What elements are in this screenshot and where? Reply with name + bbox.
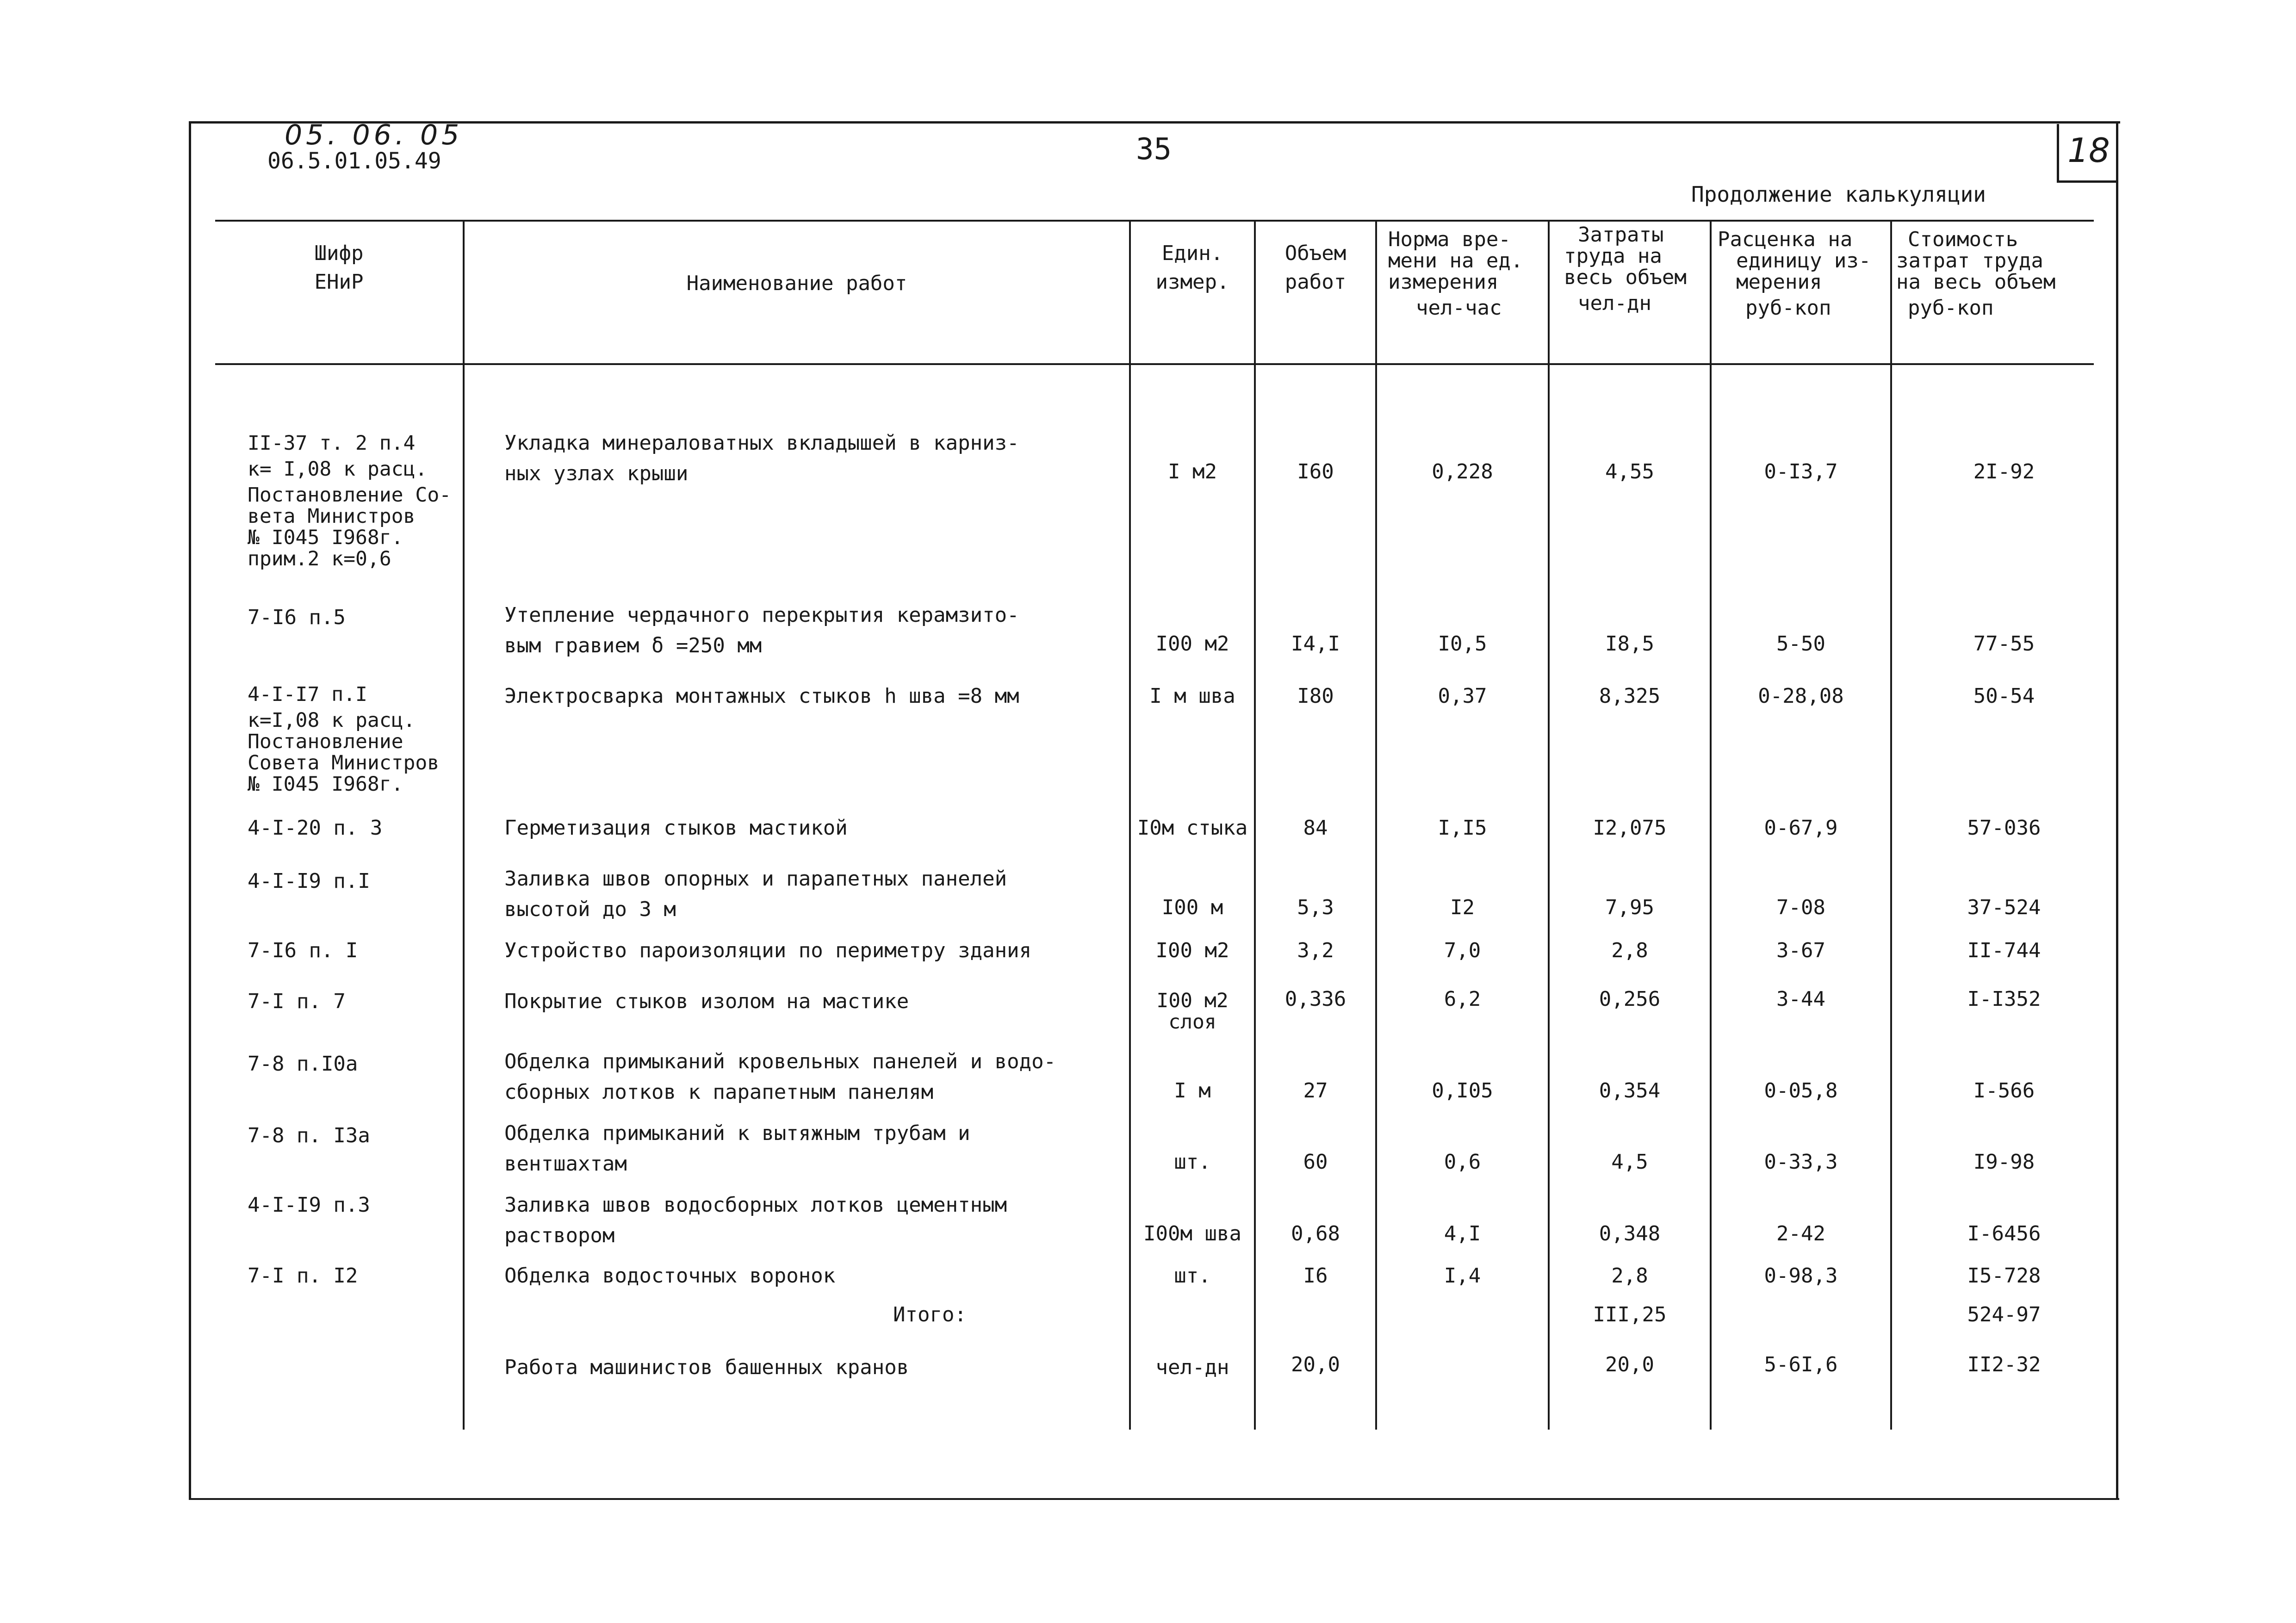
row-code: II-37 т. 2 п.4 к= I,08 к расц. Постановление Со- вета Министров № I045 I968г. прим.2 к=0,6 [248, 432, 452, 570]
row-unit: I00м шва [1143, 1222, 1241, 1245]
row-labor: 0,354 [1599, 1079, 1661, 1103]
total-cost: 524-97 [1967, 1303, 2041, 1326]
total-label: Итого: [893, 1303, 967, 1326]
row-cost: 57-036 [1967, 816, 2041, 840]
row-code: 7-I6 п. I [248, 939, 358, 962]
row-volume: I60 [1297, 460, 1334, 483]
row-volume: 84 [1303, 816, 1328, 840]
row-rate: 0-98,3 [1764, 1264, 1838, 1288]
row-rate: 2-42 [1776, 1222, 1825, 1245]
row-norm: 0,I05 [1432, 1079, 1493, 1103]
row-cost: I-566 [1973, 1079, 2035, 1103]
col-line-1 [463, 220, 465, 1430]
row-rate: 0-05,8 [1764, 1079, 1838, 1103]
row-volume: 0,68 [1291, 1222, 1340, 1245]
row-unit: I м [1174, 1079, 1211, 1103]
row-cost: 77-55 [1973, 632, 2035, 656]
frame-top-border [190, 121, 2120, 124]
row-cost: I5-728 [1967, 1264, 2041, 1288]
col-header-labor: Затраты труда на весь объем чел-дн [1564, 223, 1687, 315]
table-header-rule [215, 363, 2094, 365]
row-rate: 5-50 [1776, 632, 1825, 656]
row-rate: 3-44 [1776, 987, 1825, 1011]
row-norm: 0,6 [1444, 1150, 1481, 1174]
row-code: 7-8 п.I0а [248, 1052, 358, 1076]
col-header-norm: Норма вре- мени на ед. измерения чел-час [1388, 228, 1523, 320]
row-cost: 50-54 [1973, 684, 2035, 708]
col-header-unit: Един. измер. [1155, 242, 1229, 294]
row-volume: 27 [1303, 1079, 1328, 1103]
row-name: Обделка водосточных воронок [504, 1264, 836, 1288]
row-rate: 7-08 [1776, 896, 1825, 919]
row-volume: 0,336 [1285, 987, 1347, 1011]
row-rate: 3-67 [1776, 939, 1825, 962]
row-norm: 0,37 [1438, 684, 1487, 708]
row-rate: 0-I3,7 [1764, 460, 1838, 483]
row-volume: 3,2 [1297, 939, 1334, 962]
extra-name: Работа машинистов башенных кранов [504, 1356, 909, 1379]
row-code: 4-I-I7 п.I к=I,08 к расц. Постановление Совета Министров № I045 I968г. [248, 683, 440, 796]
row-cost: I-6456 [1967, 1222, 2041, 1245]
col-header-name: Наименование работ [686, 272, 907, 295]
row-rate: 0-28,08 [1758, 684, 1844, 708]
row-cost: 2I-92 [1973, 460, 2035, 483]
row-volume: 5,3 [1297, 896, 1334, 919]
row-code: 4-I-I9 п.I [248, 869, 370, 893]
row-labor: 2,8 [1611, 939, 1648, 962]
sheet-number: 18 [2067, 131, 2110, 170]
row-labor: 4,55 [1605, 460, 1654, 483]
row-norm: 7,0 [1444, 939, 1481, 962]
row-norm: I,I5 [1438, 816, 1487, 840]
table-top-rule [215, 220, 2094, 222]
row-name: Обделка примыканий к вытяжным трубам и вентшахтам [504, 1121, 970, 1176]
row-name: Покрытие стыков изолом на мастике [504, 990, 909, 1013]
row-code: 7-8 п. I3а [248, 1124, 370, 1147]
col-header-volume: Объем работ [1285, 242, 1347, 294]
row-labor: 8,325 [1599, 684, 1661, 708]
row-code: 7-I п. I2 [248, 1264, 358, 1288]
row-unit: I00 м2 [1155, 632, 1229, 656]
row-code: 4-I-20 п. 3 [248, 816, 383, 840]
row-labor: I2,075 [1593, 816, 1667, 840]
hand-code: 05. 06. 05 [285, 119, 463, 151]
row-norm: 0,228 [1432, 460, 1493, 483]
extra-cost: II2-32 [1967, 1353, 2041, 1376]
row-labor: 0,348 [1599, 1222, 1661, 1245]
row-labor: 2,8 [1611, 1264, 1648, 1288]
row-unit: шт. [1174, 1264, 1211, 1288]
row-name: Заливка швов опорных и парапетных панелей высотой до 3 м [504, 867, 1007, 921]
col-header-code: Шифр ЕНиР [314, 242, 364, 294]
row-cost: II-744 [1967, 939, 2041, 962]
frame-left-border [189, 121, 191, 1500]
row-norm: I0,5 [1438, 632, 1487, 656]
row-unit: шт. [1174, 1150, 1211, 1174]
row-cost: 37-524 [1967, 896, 2041, 919]
row-unit: I0м стыка [1137, 816, 1248, 840]
row-rate: 0-67,9 [1764, 816, 1838, 840]
row-name: Укладка минераловатных вкладышей в карниз- ных узлах крыши [504, 431, 1019, 485]
row-cost: I-I352 [1967, 987, 2041, 1011]
row-code: 7-I п. 7 [248, 990, 346, 1013]
row-name: Электросварка монтажных стыков h шва =8 мм [504, 684, 1019, 708]
row-unit: I00 м2 [1155, 939, 1229, 962]
row-volume: I4,I [1291, 632, 1340, 656]
row-labor: 7,95 [1605, 896, 1654, 919]
row-labor: 4,5 [1611, 1150, 1648, 1174]
row-name: Устройство пароизоляции по периметру здания [504, 939, 1032, 962]
page-number: 35 [1136, 132, 1172, 167]
row-rate: 0-33,3 [1764, 1150, 1838, 1174]
row-cost: I9-98 [1973, 1150, 2035, 1174]
continuation-label: Продолжение калькуляции [1691, 182, 1986, 207]
row-name: Заливка швов водосборных лотков цементным раствором [504, 1193, 1007, 1247]
row-name: Обделка примыканий кровельных панелей и водо- сборных лотков к парапетным панелям [504, 1050, 1056, 1104]
row-name: Герметизация стыков мастикой [504, 816, 848, 840]
row-labor: 0,256 [1599, 987, 1661, 1011]
row-volume: 60 [1303, 1150, 1328, 1174]
row-norm: 6,2 [1444, 987, 1481, 1011]
col-header-rate: Расценка на единицу из- мерения руб-коп [1718, 228, 1871, 320]
row-code: 7-I6 п.5 [248, 606, 346, 629]
row-unit: I м2 [1168, 460, 1217, 483]
extra-rate: 5-6I,6 [1764, 1353, 1838, 1376]
doc-code: 06.5.01.05.49 [267, 148, 441, 174]
row-norm: I,4 [1444, 1264, 1481, 1288]
row-code: 4-I-I9 п.3 [248, 1193, 370, 1217]
row-unit: I м шва [1149, 684, 1235, 708]
row-name: Утепление чердачного перекрытия керамзито- вым гравием δ =250 мм [504, 603, 1019, 657]
row-norm: I2 [1450, 896, 1475, 919]
frame-bottom-border [189, 1498, 2119, 1500]
row-volume: I6 [1303, 1264, 1328, 1288]
total-labor: III,25 [1593, 1303, 1667, 1326]
extra-labor: 20,0 [1605, 1353, 1654, 1376]
row-volume: I80 [1297, 684, 1334, 708]
extra-unit: чел-дн [1155, 1356, 1229, 1379]
extra-volume: 20,0 [1291, 1353, 1340, 1376]
row-labor: I8,5 [1605, 632, 1654, 656]
row-norm: 4,I [1444, 1222, 1481, 1245]
col-header-cost: Стоимость затрат труда на весь объем руб-коп [1896, 228, 2056, 320]
frame-right-border [2116, 121, 2118, 1500]
row-unit: I00 м2 слоя [1156, 989, 1229, 1034]
row-unit: I00 м [1161, 896, 1223, 919]
